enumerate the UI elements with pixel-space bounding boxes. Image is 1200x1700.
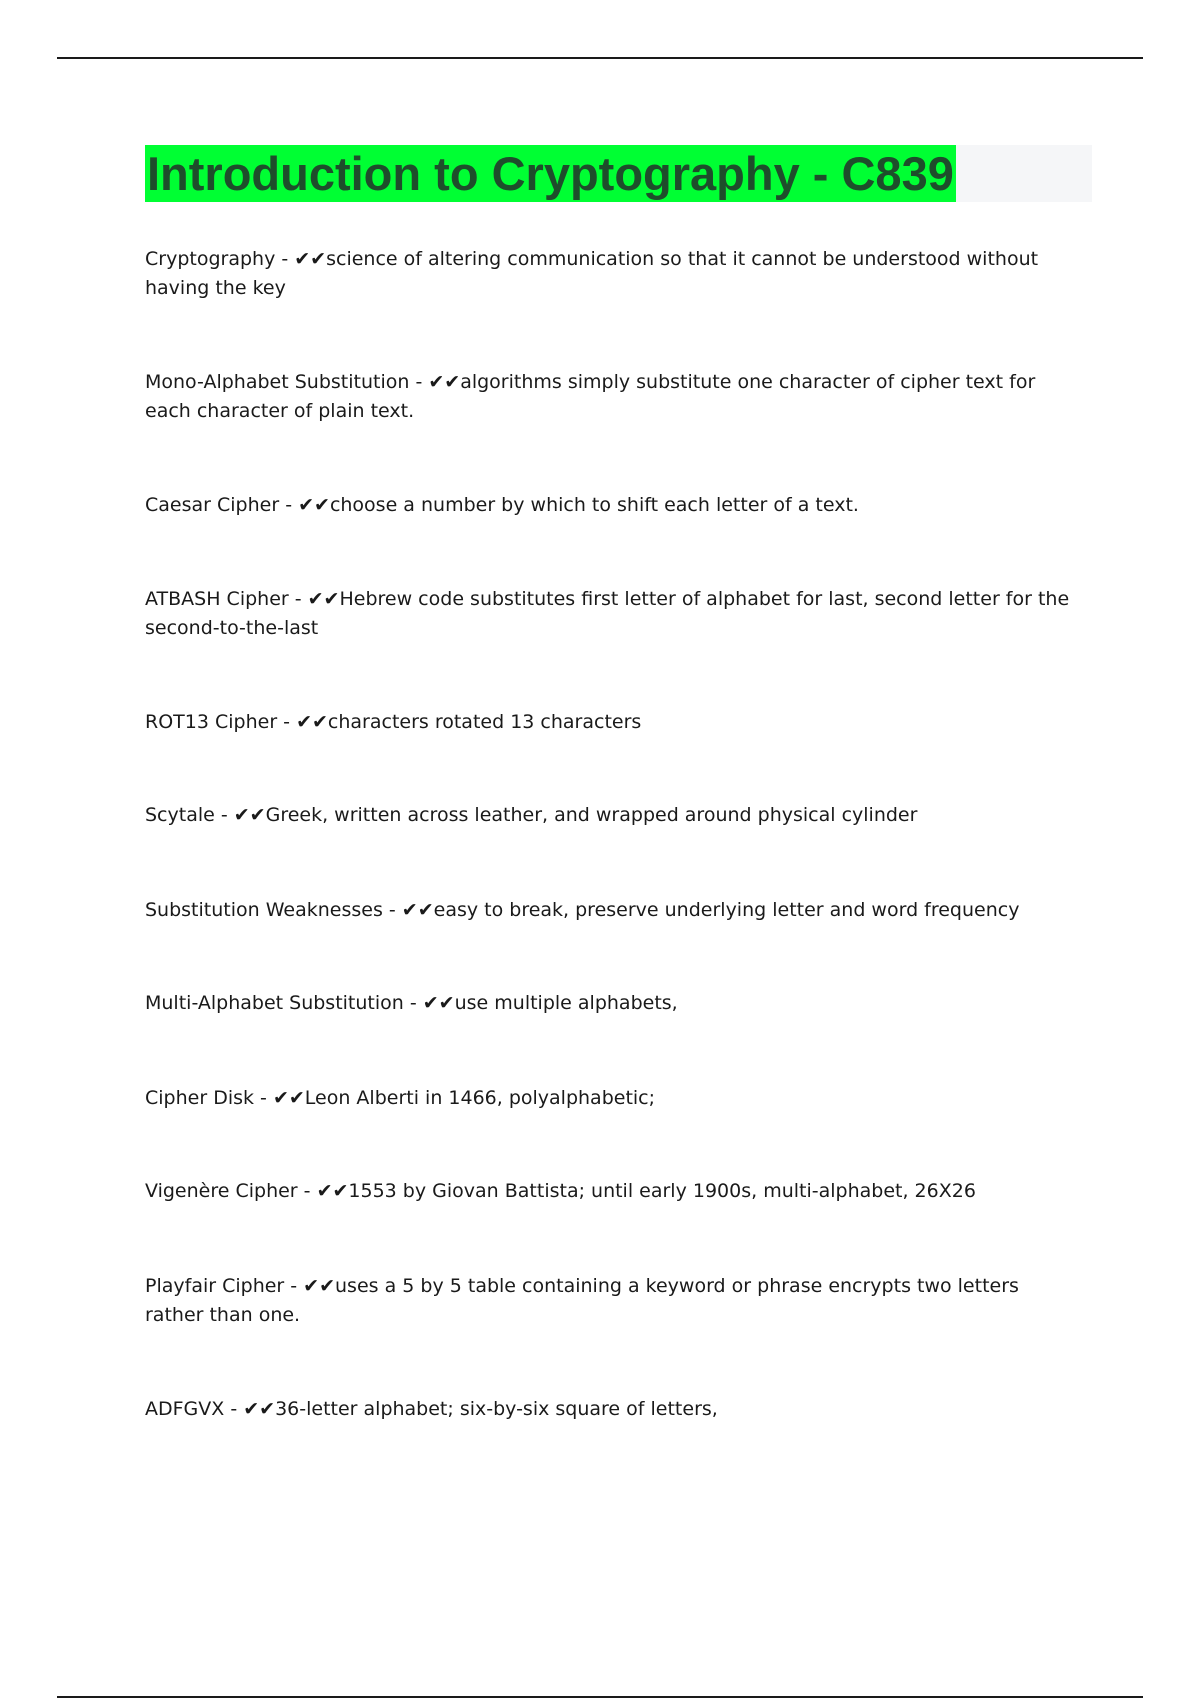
double-check-icon: ✔✔ <box>294 248 327 270</box>
entry-cipher-disk <box>145 1084 1075 1113</box>
entry-definition: 36-letter alphabet; six-by-six square of letters, <box>275 1398 718 1420</box>
entry-separator: - <box>284 1275 304 1297</box>
double-check-icon: ✔✔ <box>428 371 461 393</box>
document-title: Introduction to Cryptography - C839 <box>147 147 954 200</box>
entry-definition: Leon Alberti in 1466, polyalphabetic; <box>304 1087 656 1109</box>
top-rule <box>57 57 1143 59</box>
entry-separator: - <box>382 899 402 921</box>
entry-adfgvx <box>145 1395 1075 1424</box>
entry-definition: Greek, written across leather, and wrapped around physical cylinder <box>265 804 918 826</box>
entry-definition: algorithms simply substitute one character of cipher text for each character of plain text. <box>145 371 1036 422</box>
entry-separator: - <box>297 1180 317 1202</box>
entry-term: ADFGVX <box>145 1398 225 1420</box>
entry-separator: - <box>277 711 297 733</box>
bottom-rule <box>57 1696 1143 1698</box>
entry-term: Scytale <box>145 804 215 826</box>
entry-definition: choose a number by which to shift each letter of a text. <box>329 494 859 516</box>
entry-mono-alphabet-substitution <box>145 368 1075 426</box>
double-check-icon: ✔✔ <box>296 711 328 733</box>
entry-vigenere-cipher <box>145 1177 1075 1206</box>
double-check-icon: ✔✔ <box>233 804 266 826</box>
entry-separator: - <box>254 1087 273 1109</box>
entry-term: ATBASH Cipher <box>145 588 289 610</box>
entry-multi-alphabet-substitution <box>145 989 1075 1018</box>
entry-separator: - <box>275 248 295 270</box>
entry-substitution-weaknesses <box>145 896 1075 925</box>
double-check-icon: ✔✔ <box>307 588 340 610</box>
entry-term: Cryptography <box>145 248 276 270</box>
entry-definition: easy to break, preserve underlying letter and word frequency <box>433 899 1020 921</box>
entry-term: Multi-Alphabet Substitution <box>145 992 404 1014</box>
entry-separator: - <box>224 1398 244 1420</box>
entry-rot13-cipher <box>145 708 1075 737</box>
double-check-icon: ✔✔ <box>303 1275 336 1297</box>
entry-caesar-cipher <box>145 491 1075 520</box>
entry-separator: - <box>288 588 308 610</box>
entry-separator: - <box>214 804 234 826</box>
double-check-icon: ✔✔ <box>316 1180 349 1202</box>
double-check-icon: ✔✔ <box>298 494 330 516</box>
entry-term: Playfair Cipher <box>145 1275 285 1297</box>
entry-term: Substitution Weaknesses <box>145 899 383 921</box>
entry-term: Mono-Alphabet Substitution <box>145 371 410 393</box>
entry-definition: use multiple alphabets, <box>454 992 678 1014</box>
entry-atbash-cipher <box>145 585 1075 643</box>
entry-definition: science of altering communication so that it cannot be understood without having the key <box>145 248 1039 299</box>
entry-term: Caesar Cipher <box>145 494 280 516</box>
entry-definition: characters rotated 13 characters <box>327 711 642 733</box>
entry-scytale <box>145 801 1075 830</box>
entry-separator: - <box>279 494 299 516</box>
entry-separator: - <box>403 992 423 1014</box>
entry-definition: uses a 5 by 5 table containing a keyword or phrase encrypts two letters rather than one. <box>145 1275 1019 1326</box>
double-check-icon: ✔✔ <box>401 899 434 921</box>
entry-term: Cipher Disk <box>145 1087 254 1109</box>
double-check-icon: ✔✔ <box>272 1087 305 1109</box>
entry-term: ROT13 Cipher <box>145 711 278 733</box>
entry-separator: - <box>409 371 429 393</box>
double-check-icon: ✔✔ <box>422 992 455 1014</box>
double-check-icon: ✔✔ <box>243 1398 276 1420</box>
entry-definition: Hebrew code substitutes first letter of alphabet for last, second letter for the second-to-the-last <box>145 588 1070 639</box>
entry-definition: 1553 by Giovan Battista; until early 1900s, multi-alphabet, 26X26 <box>348 1180 976 1202</box>
entry-cryptography <box>145 245 1075 303</box>
entry-term: Vigenère Cipher <box>145 1180 298 1202</box>
entry-playfair-cipher <box>145 1272 1075 1330</box>
